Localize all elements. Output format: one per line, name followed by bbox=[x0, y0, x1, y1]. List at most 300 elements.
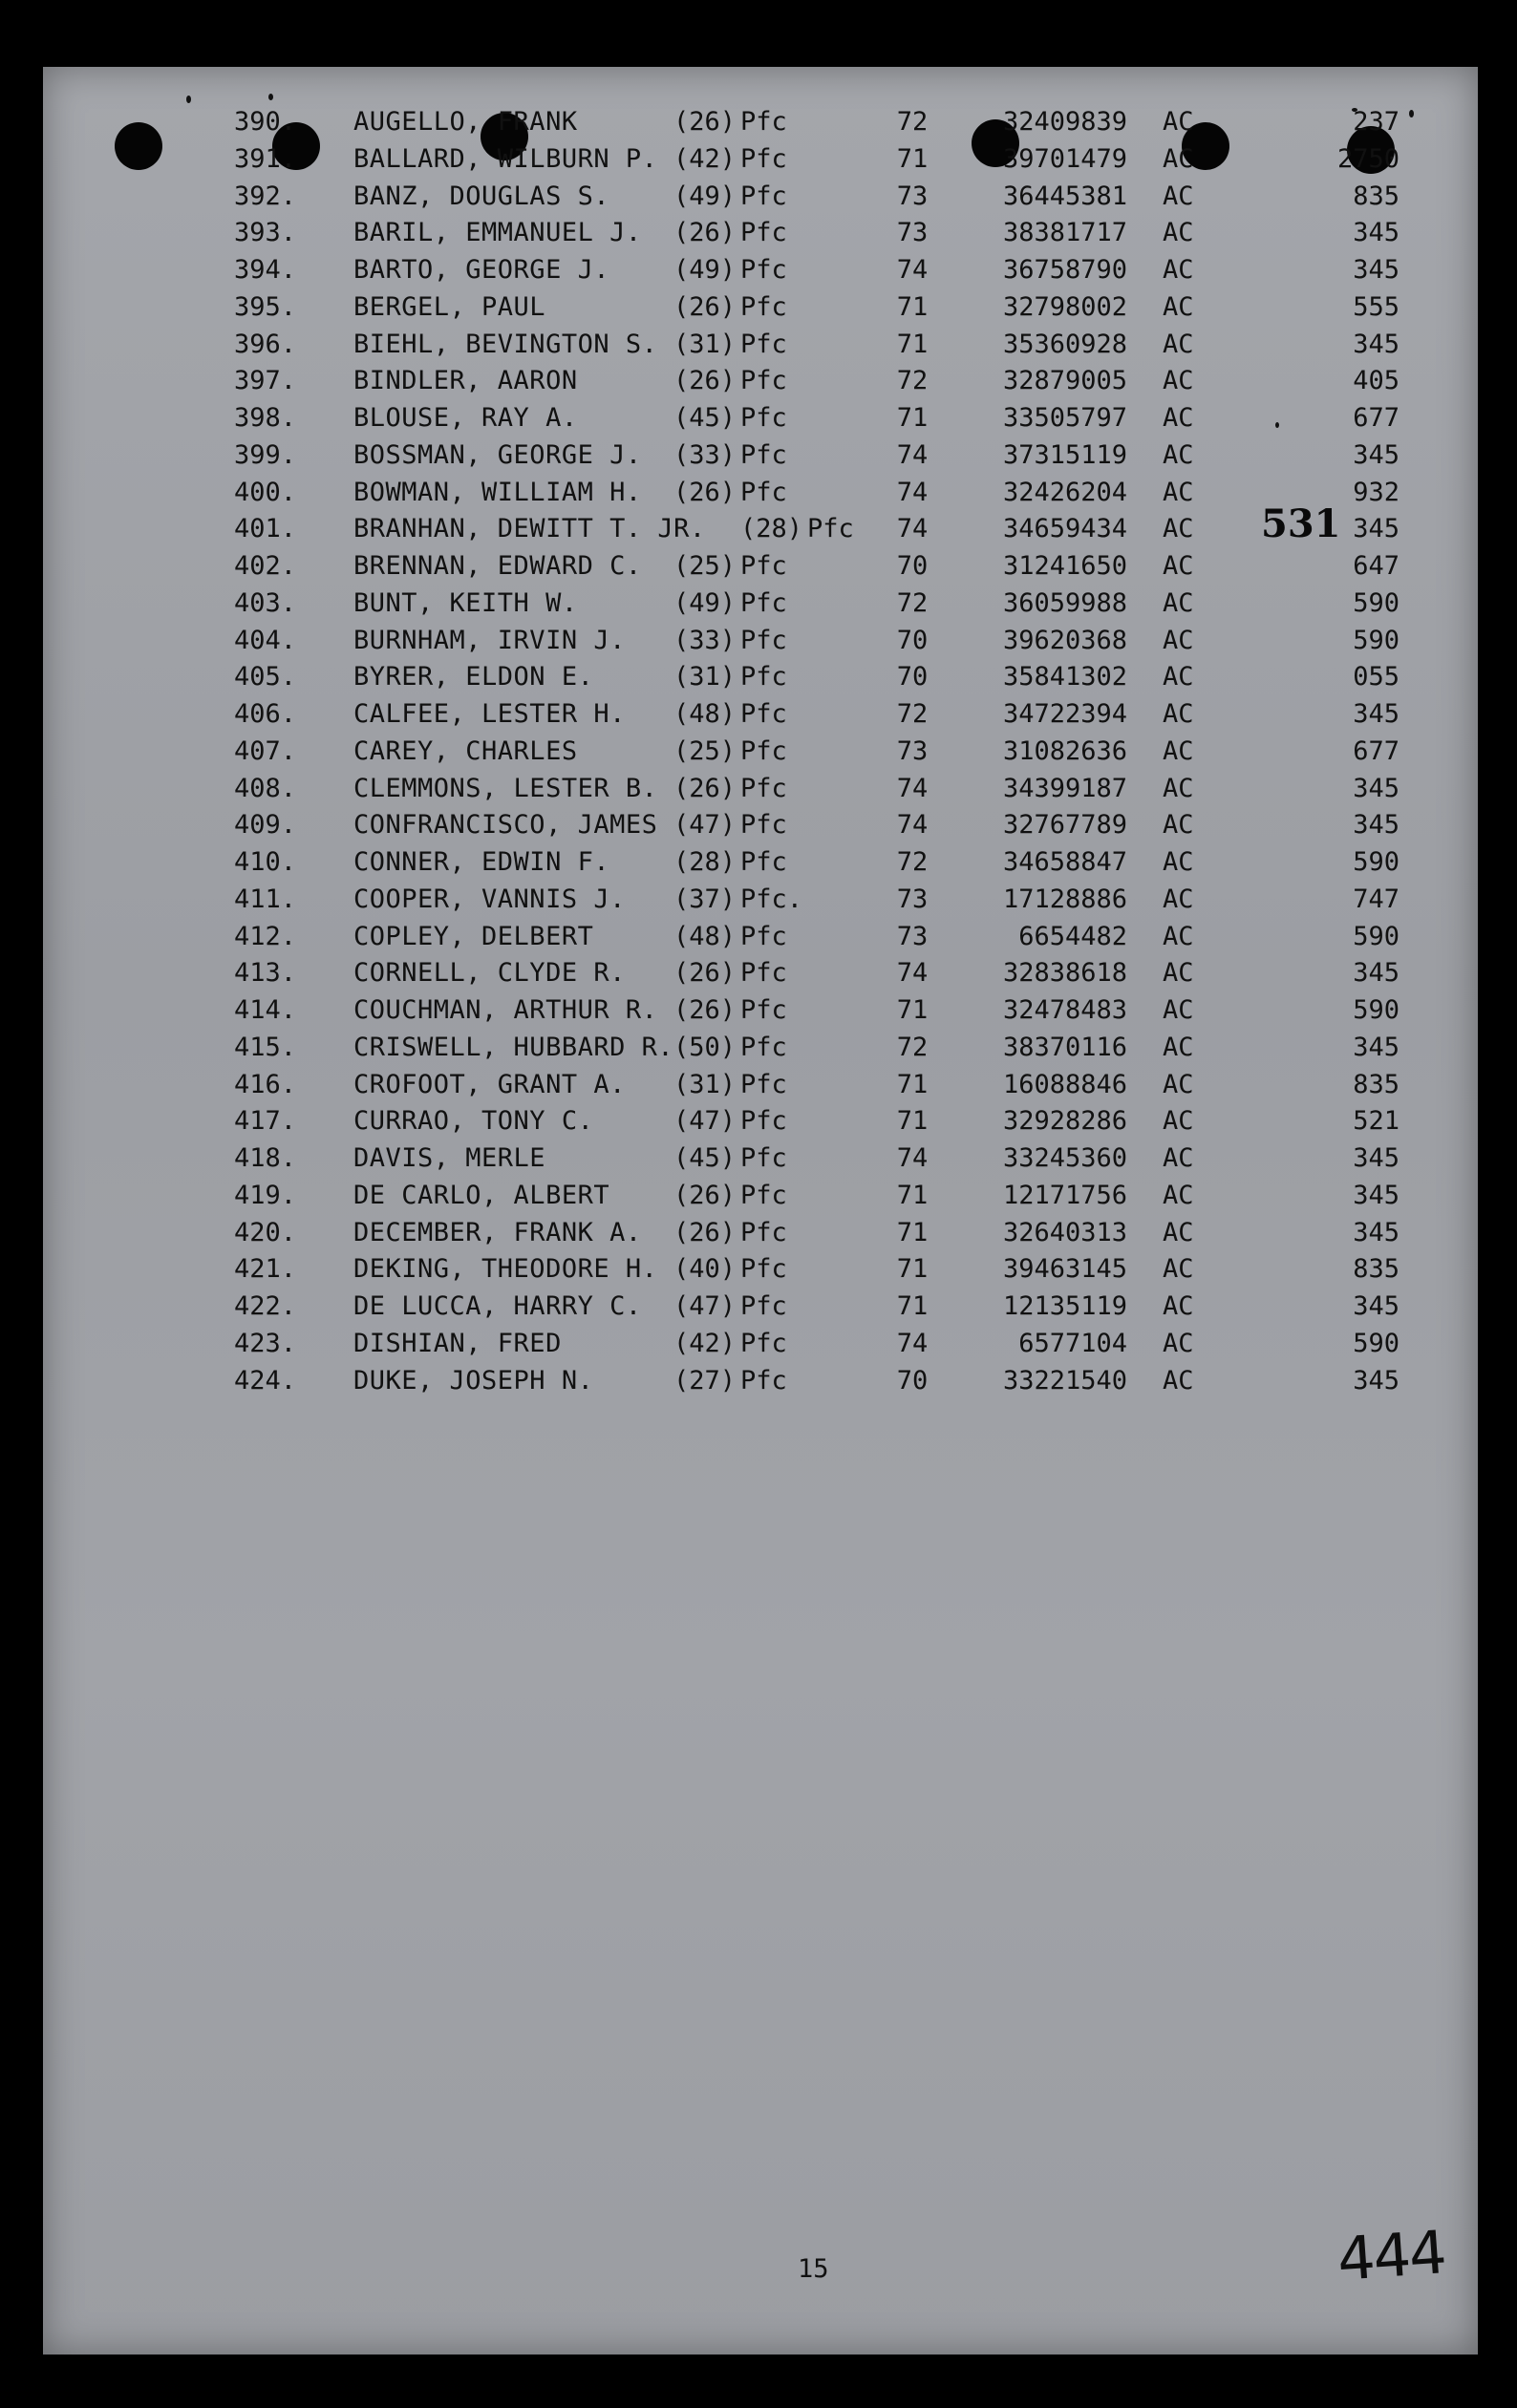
mos-code: 590 bbox=[1353, 995, 1399, 1025]
entry-number: 391. bbox=[234, 143, 297, 174]
mos-code: 590 bbox=[1353, 587, 1399, 618]
mos-code: 521 bbox=[1353, 1106, 1399, 1137]
branch: AC bbox=[1163, 477, 1194, 507]
mos-code: 055 bbox=[1353, 662, 1399, 693]
mos-code: 345 bbox=[1353, 1217, 1399, 1247]
roster-row bbox=[43, 585, 1478, 623]
roster-row bbox=[43, 251, 1478, 289]
entry-number: 421. bbox=[234, 1254, 297, 1285]
score: 74 bbox=[896, 255, 929, 285]
soldier-name: CAREY, CHARLES bbox=[353, 735, 578, 766]
age: (28) bbox=[740, 514, 803, 544]
score: 73 bbox=[896, 735, 929, 766]
rank: Pfc bbox=[740, 143, 787, 174]
rank: Pfc bbox=[740, 1032, 787, 1062]
branch: AC bbox=[1163, 625, 1194, 655]
branch: AC bbox=[1163, 587, 1194, 618]
mos-code: 345 bbox=[1353, 514, 1399, 544]
score: 74 bbox=[896, 477, 929, 507]
score: 71 bbox=[896, 995, 929, 1025]
age: (47) bbox=[673, 810, 737, 841]
soldier-name: DISHIAN, FRED bbox=[353, 1328, 562, 1358]
roster-row bbox=[43, 178, 1478, 216]
branch: AC bbox=[1163, 921, 1194, 951]
mos-code: 835 bbox=[1353, 181, 1399, 211]
entry-number: 420. bbox=[234, 1217, 297, 1247]
branch: AC bbox=[1163, 1069, 1194, 1099]
rank: Pfc bbox=[740, 1143, 787, 1173]
rank: Pfc bbox=[740, 1291, 787, 1321]
roster-row bbox=[43, 547, 1478, 586]
branch: AC bbox=[1163, 1365, 1194, 1396]
score: 73 bbox=[896, 181, 929, 211]
roster-row bbox=[43, 103, 1478, 141]
rank: Pfc bbox=[740, 810, 787, 841]
rank: Pfc bbox=[740, 329, 787, 359]
serial-number: 32838618 bbox=[1002, 958, 1127, 989]
mos-code: 345 bbox=[1353, 1291, 1399, 1321]
page-number: 15 bbox=[798, 2254, 829, 2284]
entry-number: 409. bbox=[234, 810, 297, 841]
mos-code: 835 bbox=[1353, 1069, 1399, 1099]
rank: Pfc bbox=[740, 439, 787, 470]
handwritten-number: 444 bbox=[1335, 2217, 1447, 2294]
mos-code: 345 bbox=[1353, 439, 1399, 470]
branch: AC bbox=[1163, 403, 1194, 433]
soldier-name: BINDLER, AARON bbox=[353, 366, 578, 396]
roster-row bbox=[43, 1362, 1478, 1400]
mos-code: 345 bbox=[1353, 218, 1399, 248]
entry-number: 398. bbox=[234, 403, 297, 433]
score: 71 bbox=[896, 1217, 929, 1247]
soldier-name: DAVIS, MERLE bbox=[353, 1143, 546, 1173]
branch: AC bbox=[1163, 884, 1194, 914]
serial-number: 36059988 bbox=[1002, 587, 1127, 618]
serial-number: 12135119 bbox=[1002, 1291, 1127, 1321]
score: 73 bbox=[896, 921, 929, 951]
age: (45) bbox=[673, 403, 737, 433]
score: 71 bbox=[896, 1106, 929, 1137]
entry-number: 416. bbox=[234, 1069, 297, 1099]
age: (26) bbox=[673, 477, 737, 507]
serial-number: 35841302 bbox=[1002, 662, 1127, 693]
mos-code: 345 bbox=[1353, 1143, 1399, 1173]
score: 71 bbox=[896, 1180, 929, 1210]
score: 74 bbox=[896, 958, 929, 989]
roster-row bbox=[43, 1177, 1478, 1215]
soldier-name: CRISWELL, HUBBARD R. bbox=[353, 1032, 674, 1062]
entry-number: 410. bbox=[234, 847, 297, 877]
roster-row bbox=[43, 622, 1478, 660]
age: (25) bbox=[673, 735, 737, 766]
branch: AC bbox=[1163, 699, 1194, 729]
soldier-name: CONFRANCISCO, JAMES bbox=[353, 810, 658, 841]
branch: AC bbox=[1163, 662, 1194, 693]
roster-row bbox=[43, 806, 1478, 844]
roster-row bbox=[43, 1029, 1478, 1067]
serial-number: 38370116 bbox=[1002, 1032, 1127, 1062]
branch: AC bbox=[1163, 810, 1194, 841]
age: (50) bbox=[673, 1032, 737, 1062]
mos-code: 405 bbox=[1353, 366, 1399, 396]
soldier-name: BLOUSE, RAY A. bbox=[353, 403, 578, 433]
soldier-name: BARTO, GEORGE J. bbox=[353, 255, 610, 285]
mos-code: 647 bbox=[1353, 551, 1399, 581]
mos-code: 345 bbox=[1353, 810, 1399, 841]
age: (31) bbox=[673, 1069, 737, 1099]
roster-row bbox=[43, 326, 1478, 364]
entry-number: 403. bbox=[234, 587, 297, 618]
score: 73 bbox=[896, 884, 929, 914]
branch: AC bbox=[1163, 329, 1194, 359]
branch: AC bbox=[1163, 1106, 1194, 1137]
entry-number: 402. bbox=[234, 551, 297, 581]
score: 70 bbox=[896, 625, 929, 655]
soldier-name: AUGELLO, FRANK bbox=[353, 107, 578, 137]
score: 71 bbox=[896, 143, 929, 174]
serial-number: 34722394 bbox=[1002, 699, 1127, 729]
score: 71 bbox=[896, 1291, 929, 1321]
entry-number: 408. bbox=[234, 773, 297, 803]
ink-speck bbox=[186, 96, 191, 103]
rank: Pfc bbox=[740, 662, 787, 693]
roster-row bbox=[43, 881, 1478, 919]
serial-number: 6577104 bbox=[1018, 1328, 1127, 1358]
age: (26) bbox=[673, 773, 737, 803]
soldier-name: DUKE, JOSEPH N. bbox=[353, 1365, 594, 1396]
soldier-name: CALFEE, LESTER H. bbox=[353, 699, 626, 729]
branch: AC bbox=[1163, 958, 1194, 989]
roster-row bbox=[43, 1325, 1478, 1363]
soldier-name: BRENNAN, EDWARD C. bbox=[353, 551, 642, 581]
entry-number: 406. bbox=[234, 699, 297, 729]
roster-row bbox=[43, 1214, 1478, 1252]
rank: Pfc bbox=[740, 1180, 787, 1210]
branch: AC bbox=[1163, 218, 1194, 248]
score: 73 bbox=[896, 218, 929, 248]
serial-number: 39620368 bbox=[1002, 625, 1127, 655]
age: (31) bbox=[673, 329, 737, 359]
score: 70 bbox=[896, 551, 929, 581]
roster-row bbox=[43, 1288, 1478, 1326]
rank: Pfc. bbox=[740, 884, 803, 914]
age: (26) bbox=[673, 107, 737, 137]
score: 71 bbox=[896, 1254, 929, 1285]
age: (47) bbox=[673, 1106, 737, 1137]
soldier-name: CURRAO, TONY C. bbox=[353, 1106, 594, 1137]
mos-code: 2750 bbox=[1336, 143, 1399, 174]
serial-number: 35360928 bbox=[1002, 329, 1127, 359]
score: 72 bbox=[896, 107, 929, 137]
serial-number: 39701479 bbox=[1002, 143, 1127, 174]
score: 70 bbox=[896, 662, 929, 693]
age: (33) bbox=[673, 439, 737, 470]
rank: Pfc bbox=[740, 699, 787, 729]
age: (40) bbox=[673, 1254, 737, 1285]
mos-code: 747 bbox=[1353, 884, 1399, 914]
mos-code: 345 bbox=[1353, 1365, 1399, 1396]
branch: AC bbox=[1163, 291, 1194, 322]
entry-number: 418. bbox=[234, 1143, 297, 1173]
serial-number: 17128886 bbox=[1002, 884, 1127, 914]
serial-number: 33505797 bbox=[1002, 403, 1127, 433]
branch: AC bbox=[1163, 181, 1194, 211]
score: 70 bbox=[896, 1365, 929, 1396]
branch: AC bbox=[1163, 107, 1194, 137]
score: 71 bbox=[896, 291, 929, 322]
serial-number: 31082636 bbox=[1002, 735, 1127, 766]
roster-row bbox=[43, 843, 1478, 882]
entry-number: 415. bbox=[234, 1032, 297, 1062]
roster-row bbox=[43, 954, 1478, 992]
mos-code: 590 bbox=[1353, 921, 1399, 951]
serial-number: 32640313 bbox=[1002, 1217, 1127, 1247]
age: (42) bbox=[673, 143, 737, 174]
entry-number: 423. bbox=[234, 1328, 297, 1358]
soldier-name: DE LUCCA, HARRY C. bbox=[353, 1291, 642, 1321]
age: (26) bbox=[673, 291, 737, 322]
serial-number: 33245360 bbox=[1002, 1143, 1127, 1173]
serial-number: 39463145 bbox=[1002, 1254, 1127, 1285]
roster-row bbox=[43, 770, 1478, 808]
entry-number: 395. bbox=[234, 291, 297, 322]
rank: Pfc bbox=[740, 625, 787, 655]
soldier-name: DECEMBER, FRANK A. bbox=[353, 1217, 642, 1247]
roster-row bbox=[43, 140, 1478, 179]
age: (26) bbox=[673, 218, 737, 248]
mos-code: 932 bbox=[1353, 477, 1399, 507]
soldier-name: BOWMAN, WILLIAM H. bbox=[353, 477, 642, 507]
document-page bbox=[43, 67, 1478, 2355]
score: 71 bbox=[896, 1069, 929, 1099]
entry-number: 401. bbox=[234, 514, 297, 544]
score: 74 bbox=[896, 810, 929, 841]
roster-row bbox=[43, 214, 1478, 252]
entry-number: 390. bbox=[234, 107, 297, 137]
serial-number: 32409839 bbox=[1002, 107, 1127, 137]
rank: Pfc bbox=[740, 587, 787, 618]
entry-number: 399. bbox=[234, 439, 297, 470]
rank: Pfc bbox=[740, 403, 787, 433]
rank: Pfc bbox=[740, 735, 787, 766]
rank: Pfc bbox=[740, 366, 787, 396]
serial-number: 34399187 bbox=[1002, 773, 1127, 803]
serial-number: 31241650 bbox=[1002, 551, 1127, 581]
entry-number: 396. bbox=[234, 329, 297, 359]
soldier-name: CORNELL, CLYDE R. bbox=[353, 958, 626, 989]
age: (26) bbox=[673, 1217, 737, 1247]
score: 74 bbox=[896, 514, 929, 544]
entry-number: 400. bbox=[234, 477, 297, 507]
serial-number: 37315119 bbox=[1002, 439, 1127, 470]
score: 72 bbox=[896, 847, 929, 877]
age: (42) bbox=[673, 1328, 737, 1358]
mos-code: 555 bbox=[1353, 291, 1399, 322]
age: (26) bbox=[673, 1180, 737, 1210]
rank: Pfc bbox=[740, 995, 787, 1025]
score: 72 bbox=[896, 587, 929, 618]
age: (31) bbox=[673, 662, 737, 693]
serial-number: 12171756 bbox=[1002, 1180, 1127, 1210]
entry-number: 404. bbox=[234, 625, 297, 655]
serial-number: 34658847 bbox=[1002, 847, 1127, 877]
branch: AC bbox=[1163, 1143, 1194, 1173]
branch: AC bbox=[1163, 847, 1194, 877]
score: 74 bbox=[896, 1143, 929, 1173]
soldier-name: BIEHL, BEVINGTON S. bbox=[353, 329, 658, 359]
roster-row bbox=[43, 991, 1478, 1030]
stamp-number: 531 bbox=[1261, 501, 1341, 546]
branch: AC bbox=[1163, 773, 1194, 803]
soldier-name: BALLARD, WILBURN P. bbox=[353, 143, 658, 174]
mos-code: 345 bbox=[1353, 958, 1399, 989]
mos-code: 835 bbox=[1353, 1254, 1399, 1285]
roster-row bbox=[43, 288, 1478, 327]
entry-number: 422. bbox=[234, 1291, 297, 1321]
branch: AC bbox=[1163, 1291, 1194, 1321]
soldier-name: BUNT, KEITH W. bbox=[353, 587, 578, 618]
serial-number: 32478483 bbox=[1002, 995, 1127, 1025]
branch: AC bbox=[1163, 1254, 1194, 1285]
mos-code: 590 bbox=[1353, 625, 1399, 655]
score: 71 bbox=[896, 329, 929, 359]
rank: Pfc bbox=[740, 1365, 787, 1396]
serial-number: 32426204 bbox=[1002, 477, 1127, 507]
mos-code: 345 bbox=[1353, 773, 1399, 803]
age: (47) bbox=[673, 1291, 737, 1321]
entry-number: 413. bbox=[234, 958, 297, 989]
rank: Pfc bbox=[740, 1106, 787, 1137]
soldier-name: COOPER, VANNIS J. bbox=[353, 884, 626, 914]
entry-number: 405. bbox=[234, 662, 297, 693]
rank: Pfc bbox=[740, 255, 787, 285]
soldier-name: BRANHAN, DEWITT T. JR. bbox=[353, 514, 706, 544]
serial-number: 33221540 bbox=[1002, 1365, 1127, 1396]
mos-code: 590 bbox=[1353, 1328, 1399, 1358]
serial-number: 6654482 bbox=[1018, 921, 1127, 951]
branch: AC bbox=[1163, 1180, 1194, 1210]
entry-number: 397. bbox=[234, 366, 297, 396]
mos-code: 590 bbox=[1353, 847, 1399, 877]
soldier-name: COPLEY, DELBERT bbox=[353, 921, 594, 951]
branch: AC bbox=[1163, 1328, 1194, 1358]
mos-code: 345 bbox=[1353, 699, 1399, 729]
soldier-name: BERGEL, PAUL bbox=[353, 291, 546, 322]
score: 74 bbox=[896, 439, 929, 470]
entry-number: 417. bbox=[234, 1106, 297, 1137]
rank: Pfc bbox=[740, 551, 787, 581]
branch: AC bbox=[1163, 995, 1194, 1025]
branch: AC bbox=[1163, 366, 1194, 396]
roster-row bbox=[43, 733, 1478, 771]
mos-code: 345 bbox=[1353, 1032, 1399, 1062]
serial-number: 32767789 bbox=[1002, 810, 1127, 841]
age: (25) bbox=[673, 551, 737, 581]
mos-code: 345 bbox=[1353, 329, 1399, 359]
soldier-name: BURNHAM, IRVIN J. bbox=[353, 625, 626, 655]
roster-row bbox=[43, 695, 1478, 734]
branch: AC bbox=[1163, 255, 1194, 285]
soldier-name: BANZ, DOUGLAS S. bbox=[353, 181, 610, 211]
age: (26) bbox=[673, 958, 737, 989]
rank: Pfc bbox=[807, 514, 854, 544]
mos-code: 677 bbox=[1353, 403, 1399, 433]
rank: Pfc bbox=[740, 847, 787, 877]
branch: AC bbox=[1163, 439, 1194, 470]
soldier-name: DE CARLO, ALBERT bbox=[353, 1180, 610, 1210]
serial-number: 32879005 bbox=[1002, 366, 1127, 396]
soldier-name: CROFOOT, GRANT A. bbox=[353, 1069, 626, 1099]
branch: AC bbox=[1163, 551, 1194, 581]
score: 74 bbox=[896, 773, 929, 803]
age: (48) bbox=[673, 921, 737, 951]
age: (33) bbox=[673, 625, 737, 655]
ink-speck bbox=[268, 94, 273, 100]
roster-row bbox=[43, 658, 1478, 696]
branch: AC bbox=[1163, 514, 1194, 544]
serial-number: 38381717 bbox=[1002, 218, 1127, 248]
rank: Pfc bbox=[740, 921, 787, 951]
entry-number: 394. bbox=[234, 255, 297, 285]
entry-number: 419. bbox=[234, 1180, 297, 1210]
serial-number: 36445381 bbox=[1002, 181, 1127, 211]
entry-number: 412. bbox=[234, 921, 297, 951]
roster-row bbox=[43, 1102, 1478, 1140]
serial-number: 32928286 bbox=[1002, 1106, 1127, 1137]
roster-row bbox=[43, 1140, 1478, 1178]
branch: AC bbox=[1163, 735, 1194, 766]
branch: AC bbox=[1163, 1217, 1194, 1247]
rank: Pfc bbox=[740, 1217, 787, 1247]
mos-code: 677 bbox=[1353, 735, 1399, 766]
mos-code: 237 bbox=[1353, 107, 1399, 137]
serial-number: 16088846 bbox=[1002, 1069, 1127, 1099]
rank: Pfc bbox=[740, 1069, 787, 1099]
roster-row bbox=[43, 1250, 1478, 1289]
roster-row bbox=[43, 918, 1478, 956]
mos-code: 345 bbox=[1353, 1180, 1399, 1210]
rank: Pfc bbox=[740, 773, 787, 803]
age: (45) bbox=[673, 1143, 737, 1173]
branch: AC bbox=[1163, 143, 1194, 174]
rank: Pfc bbox=[740, 291, 787, 322]
entry-number: 424. bbox=[234, 1365, 297, 1396]
mos-code: 345 bbox=[1353, 255, 1399, 285]
score: 72 bbox=[896, 699, 929, 729]
rank: Pfc bbox=[740, 107, 787, 137]
roster-row bbox=[43, 437, 1478, 475]
rank: Pfc bbox=[740, 1254, 787, 1285]
age: (48) bbox=[673, 699, 737, 729]
score: 71 bbox=[896, 403, 929, 433]
rank: Pfc bbox=[740, 218, 787, 248]
entry-number: 411. bbox=[234, 884, 297, 914]
age: (27) bbox=[673, 1365, 737, 1396]
soldier-name: COUCHMAN, ARTHUR R. bbox=[353, 995, 658, 1025]
serial-number: 32798002 bbox=[1002, 291, 1127, 322]
age: (49) bbox=[673, 255, 737, 285]
entry-number: 392. bbox=[234, 181, 297, 211]
age: (37) bbox=[673, 884, 737, 914]
age: (28) bbox=[673, 847, 737, 877]
soldier-name: CLEMMONS, LESTER B. bbox=[353, 773, 658, 803]
roster-row bbox=[43, 399, 1478, 437]
roster-row bbox=[43, 362, 1478, 400]
rank: Pfc bbox=[740, 181, 787, 211]
soldier-name: BARIL, EMMANUEL J. bbox=[353, 218, 642, 248]
age: (49) bbox=[673, 181, 737, 211]
score: 74 bbox=[896, 1328, 929, 1358]
